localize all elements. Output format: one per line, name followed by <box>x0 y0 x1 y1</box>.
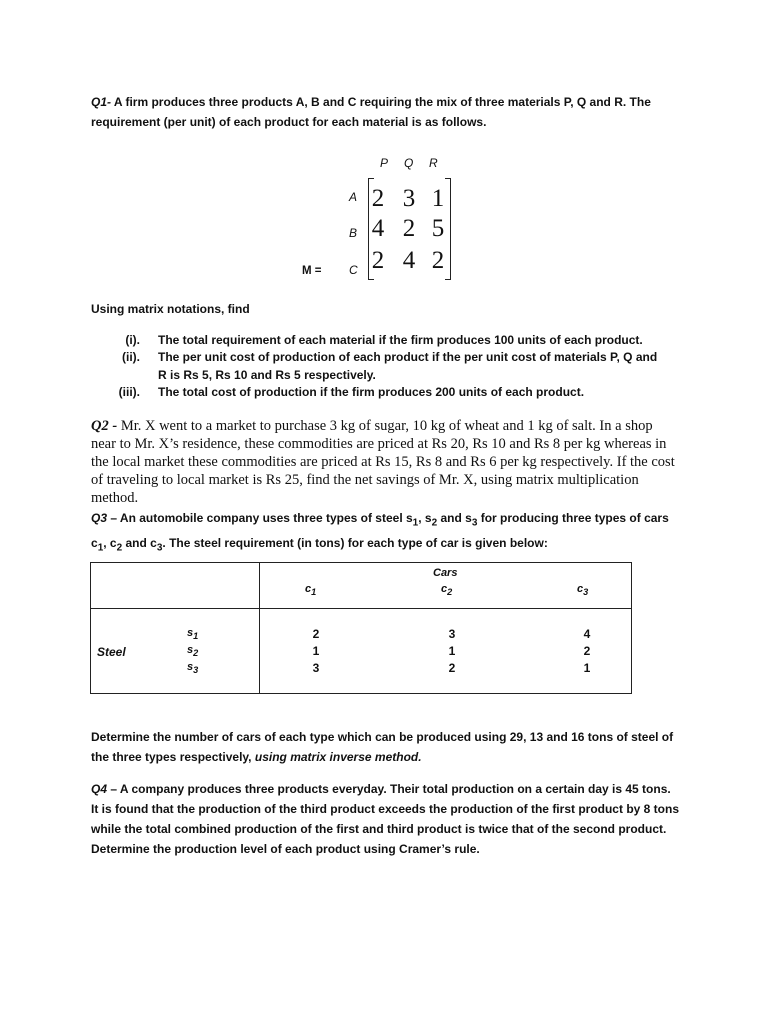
table-header-cars: Cars <box>433 567 458 579</box>
row-header-sub: 1 <box>193 631 199 642</box>
list-item-number: (i). <box>125 333 140 347</box>
q3-subscript: 2 <box>116 542 123 554</box>
table-cell: 1 <box>448 644 456 658</box>
table-row-group-steel: Steel <box>97 645 126 659</box>
matrix-row-header: B <box>349 226 358 240</box>
q1-paragraph <box>91 92 681 132</box>
table-row-header <box>187 627 198 641</box>
col-header-base: c <box>441 583 448 595</box>
matrix-cell: 4 <box>402 247 416 274</box>
row-header-sub: 2 <box>193 648 199 659</box>
matrix-row-header: A <box>349 190 358 204</box>
q3-followup <box>91 727 681 767</box>
matrix-cell: 1 <box>431 185 445 212</box>
q3-text: and c <box>122 536 157 551</box>
q3-text: . The steel requirement (in tons) for each type of car is given below: <box>162 536 548 551</box>
q3-paragraph <box>91 508 681 559</box>
matrix-cell: 2 <box>431 247 445 274</box>
q4-label: Q4 <box>91 782 108 796</box>
table-cell: 4 <box>583 627 591 641</box>
q2-text: Mr. X went to a market to purchase 3 kg of sugar, 10 kg of wheat and 1 kg of salt. In a shop near to Mr. X’s residence, these commodities are priced at Rs 20, Rs 10 and Rs 8 per kg whereas in the local market these commodities are priced at Rs 15, Rs 8 and Rs 6 per kg respectively. If the cost of traveling to local market is Rs 25, find the net savings of Mr. X, using matrix multiplication method. <box>91 418 675 506</box>
col-header-base: c <box>305 583 312 595</box>
row-header-base: s <box>187 661 194 673</box>
matrix-col-header: R <box>429 156 438 170</box>
table-cell: 3 <box>312 661 320 675</box>
q4-paragraph <box>91 779 681 859</box>
table-cell: 1 <box>583 661 591 675</box>
q3-text: , s <box>418 511 432 525</box>
q3-text: and s <box>437 511 472 525</box>
q3-followup-text: Determine the number of cars of each type which can be produced using 29, 13 and 16 tons of steel of the three types respectively, <box>91 730 674 764</box>
q1-label: Q1- <box>91 95 112 109</box>
table-cell: 2 <box>312 627 320 641</box>
matrix-cell: 5 <box>431 215 445 242</box>
list-item-text: The total cost of production if the firm produces 200 units of each product. <box>158 385 585 399</box>
q3-subscript: 1 <box>97 542 104 554</box>
q3-label: Q3 <box>91 511 108 525</box>
q3-subscript: 3 <box>471 517 478 529</box>
list-item-number: (ii). <box>122 350 140 364</box>
row-header-base: s <box>187 627 194 639</box>
q3-subscript: 3 <box>156 542 163 554</box>
table-divider <box>91 608 632 609</box>
table-row-header <box>187 644 198 658</box>
table-col-header <box>441 583 452 597</box>
q4-text: – A company produces three products everyday. Their total production on a certain day is 45 tons. It is found that the production of the third product exceeds the production of the first product by 8 tons while the total combined production of the first and third product is twice that of the second product. Determine the production level of each product using Cramer’s rule. <box>91 782 679 856</box>
table-col-header <box>305 583 316 597</box>
matrix-row-header: C <box>349 263 358 277</box>
q3-text: – An automobile company uses three types of steel s <box>107 511 413 525</box>
q1-intro: Using matrix notations, find <box>91 302 250 316</box>
table-cell: 2 <box>448 661 456 675</box>
table-row-header <box>187 661 198 675</box>
q3-text: for producing three types of cars c <box>91 511 669 551</box>
col-header-base: c <box>577 583 584 595</box>
q3-followup-method: using matrix inverse method. <box>254 750 422 764</box>
col-header-sub: 3 <box>583 587 589 598</box>
q3-subscript: 1 <box>412 517 419 529</box>
list-item-number: (iii). <box>118 385 140 399</box>
row-header-base: s <box>187 644 194 656</box>
q1-text: A firm produces three products A, B and C requiring the mix of three materials P, Q and R. The requirement (per unit) of each product for each material is as follows. <box>91 95 651 129</box>
col-header-sub: 2 <box>447 587 453 598</box>
table-cell: 2 <box>583 644 591 658</box>
list-item-text: The per unit cost of production of each product if the per unit cost of materials P, Q and R is Rs 5, Rs 10 and Rs 5 respectively. <box>158 350 658 382</box>
q2-paragraph <box>91 417 681 507</box>
list-item-text: The total requirement of each material if the firm produces 100 units of each product. <box>158 333 643 347</box>
q2-label: Q2 - <box>91 418 118 434</box>
matrix-cell: 2 <box>371 247 385 274</box>
matrix-col-header: P <box>380 156 389 170</box>
table-cell: 3 <box>448 627 456 641</box>
row-header-sub: 3 <box>193 665 199 676</box>
col-header-sub: 1 <box>311 587 317 598</box>
matrix-col-header: Q <box>404 156 414 170</box>
matrix-cell: 2 <box>402 215 416 242</box>
matrix-cell: 2 <box>371 185 385 212</box>
table-cell: 1 <box>312 644 320 658</box>
matrix-cell: 3 <box>402 185 416 212</box>
q3-subscript: 2 <box>431 517 438 529</box>
matrix-cell: 4 <box>371 215 385 242</box>
matrix-name: M = <box>302 265 322 277</box>
q3-text: , c <box>103 536 117 551</box>
table-col-header <box>577 583 588 597</box>
table-divider <box>259 563 260 694</box>
steel-requirement-table <box>90 562 632 694</box>
